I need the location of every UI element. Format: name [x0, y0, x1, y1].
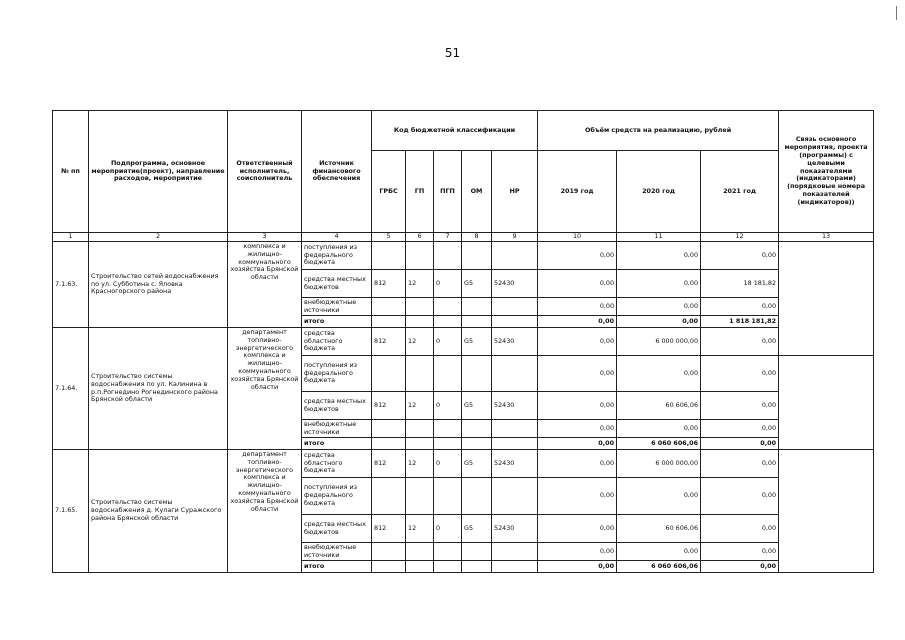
- nr-cell: [492, 356, 538, 392]
- pgp-cell: [434, 420, 462, 438]
- y2021-cell: 0,00: [701, 356, 779, 392]
- section-name: Строительство системы водоснабжения по ул. Калинина в р.п.Рогнедино Рогнединского района Брянской области: [89, 328, 228, 450]
- column-number: 4: [302, 233, 372, 242]
- column-number: 9: [492, 233, 538, 242]
- link-cell: [779, 242, 874, 356]
- header-pgp: ПГП: [434, 151, 462, 233]
- total-2019: 0,00: [538, 438, 617, 450]
- y2020-cell: 60 606,06: [617, 515, 701, 543]
- y2021-cell: 0,00: [701, 515, 779, 543]
- pgp-cell: [434, 316, 462, 328]
- y2021-cell: 0,00: [701, 328, 779, 356]
- header-2021: 2021 год: [701, 151, 779, 233]
- y2019-cell: 0,00: [538, 242, 617, 270]
- total-2019: 0,00: [538, 561, 617, 573]
- grbs-cell: 812: [372, 328, 406, 356]
- section-id: 7.1.65.: [53, 450, 89, 573]
- total-label: итого: [302, 561, 372, 573]
- header-2019: 2019 год: [538, 151, 617, 233]
- column-number: 5: [372, 233, 406, 242]
- nr-cell: 52430: [492, 392, 538, 420]
- column-number: 2: [89, 233, 228, 242]
- source-cell: средства областного бюджета: [302, 328, 372, 356]
- total-2021: 0,00: [701, 438, 779, 450]
- y2019-cell: 0,00: [538, 543, 617, 561]
- grbs-cell: [372, 478, 406, 515]
- source-cell: поступления из федерального бюджета: [302, 478, 372, 515]
- grbs-cell: [372, 356, 406, 392]
- header-link: Связь основного мероприятия, проекта (программы) с целевыми показателями (индикаторами) (порядковые номера показателей (индикаторов)): [779, 111, 874, 233]
- header-om: ОМ: [462, 151, 492, 233]
- total-2019: 0,00: [538, 316, 617, 328]
- om-cell: [462, 356, 492, 392]
- pgp-cell: [434, 298, 462, 316]
- nr-cell: 52430: [492, 450, 538, 478]
- y2020-cell: 0,00: [617, 420, 701, 438]
- section-name: Строительство системы водоснабжения д. Кулаги Суражского района Брянской области: [89, 450, 228, 573]
- header-budget-code: Код бюджетной классификации: [372, 111, 538, 151]
- source-cell: внебюджетные источники: [302, 543, 372, 561]
- om-cell: [462, 543, 492, 561]
- y2021-cell: 0,00: [701, 543, 779, 561]
- y2019-cell: 0,00: [538, 328, 617, 356]
- y2019-cell: 0,00: [538, 450, 617, 478]
- pgp-cell: [434, 242, 462, 270]
- gp-cell: 12: [406, 392, 434, 420]
- om-cell: [462, 316, 492, 328]
- y2020-cell: 60 606,06: [617, 392, 701, 420]
- column-numbers-row: [53, 233, 874, 242]
- column-number: 13: [779, 233, 874, 242]
- grbs-cell: [372, 561, 406, 573]
- gp-cell: [406, 420, 434, 438]
- section-responsible: комплекса и жилищно-коммунального хозяйства Брянской области: [228, 242, 302, 328]
- gp-cell: 12: [406, 515, 434, 543]
- nr-cell: 52430: [492, 270, 538, 298]
- gp-cell: 12: [406, 270, 434, 298]
- om-cell: G5: [462, 392, 492, 420]
- column-number: 11: [617, 233, 701, 242]
- nr-cell: [492, 298, 538, 316]
- header-num: № пп: [53, 111, 89, 233]
- om-cell: G5: [462, 515, 492, 543]
- nr-cell: 52430: [492, 515, 538, 543]
- pgp-cell: 0: [434, 270, 462, 298]
- y2021-cell: 0,00: [701, 420, 779, 438]
- section-id: 7.1.63.: [53, 242, 89, 328]
- section-responsible: департамент топливно-энергетического комплекса и жилищно-коммунального хозяйства Брянской области: [228, 450, 302, 573]
- source-cell: средства местных бюджетов: [302, 515, 372, 543]
- table-row: [53, 450, 874, 478]
- y2019-cell: 0,00: [538, 478, 617, 515]
- nr-cell: [492, 316, 538, 328]
- grbs-cell: 812: [372, 270, 406, 298]
- y2019-cell: 0,00: [538, 392, 617, 420]
- y2020-cell: 0,00: [617, 242, 701, 270]
- om-cell: [462, 478, 492, 515]
- y2020-cell: 6 000 000,00: [617, 450, 701, 478]
- nr-cell: [492, 543, 538, 561]
- grbs-cell: [372, 298, 406, 316]
- table-row: [53, 242, 874, 270]
- y2019-cell: 0,00: [538, 270, 617, 298]
- column-number: 1: [53, 233, 89, 242]
- grbs-cell: [372, 420, 406, 438]
- om-cell: [462, 561, 492, 573]
- y2020-cell: 0,00: [617, 543, 701, 561]
- nr-cell: [492, 438, 538, 450]
- y2021-cell: 0,00: [701, 392, 779, 420]
- grbs-cell: [372, 316, 406, 328]
- link-cell: [779, 450, 874, 573]
- source-cell: поступления из федерального бюджета: [302, 242, 372, 270]
- grbs-cell: 812: [372, 450, 406, 478]
- pgp-cell: [434, 438, 462, 450]
- y2020-cell: 6 000 000,00: [617, 328, 701, 356]
- total-2020: 6 060 606,06: [617, 561, 701, 573]
- total-2021: 0,00: [701, 561, 779, 573]
- total-2020: 6 060 606,06: [617, 438, 701, 450]
- grbs-cell: 812: [372, 392, 406, 420]
- section-name: Строительство сетей водоснабжения по ул. Субботина с. Яловка Красногорского района: [89, 242, 228, 328]
- column-number: 10: [538, 233, 617, 242]
- pgp-cell: [434, 543, 462, 561]
- nr-cell: [492, 420, 538, 438]
- source-cell: средства областного бюджета: [302, 450, 372, 478]
- source-cell: внебюджетные источники: [302, 298, 372, 316]
- y2020-cell: 0,00: [617, 298, 701, 316]
- om-cell: [462, 242, 492, 270]
- header-grbs: ГРБС: [372, 151, 406, 233]
- column-number: 6: [406, 233, 434, 242]
- om-cell: [462, 298, 492, 316]
- gp-cell: [406, 438, 434, 450]
- pgp-cell: 0: [434, 328, 462, 356]
- total-2020: 0,00: [617, 316, 701, 328]
- y2020-cell: 0,00: [617, 270, 701, 298]
- y2021-cell: 18 181,82: [701, 270, 779, 298]
- grbs-cell: [372, 438, 406, 450]
- om-cell: G5: [462, 270, 492, 298]
- gp-cell: 12: [406, 328, 434, 356]
- column-number: 8: [462, 233, 492, 242]
- source-cell: внебюджетные источники: [302, 420, 372, 438]
- gp-cell: [406, 298, 434, 316]
- header-program: Подпрограмма, основное мероприятие(проект), направление расходов, мероприятие: [89, 111, 228, 233]
- header-source: Источник финансового обеспечения: [302, 111, 372, 233]
- om-cell: G5: [462, 450, 492, 478]
- section-responsible: департамент топливно-энергетического комплекса и жилищно-коммунального хозяйства Брянской области: [228, 328, 302, 450]
- y2019-cell: 0,00: [538, 298, 617, 316]
- gp-cell: [406, 316, 434, 328]
- grbs-cell: [372, 543, 406, 561]
- y2021-cell: 0,00: [701, 298, 779, 316]
- nr-cell: [492, 561, 538, 573]
- grbs-cell: 812: [372, 515, 406, 543]
- om-cell: G5: [462, 328, 492, 356]
- gp-cell: [406, 356, 434, 392]
- gp-cell: [406, 242, 434, 270]
- table-row: [53, 328, 874, 356]
- header-gp: ГП: [406, 151, 434, 233]
- y2021-cell: 0,00: [701, 478, 779, 515]
- pgp-cell: [434, 561, 462, 573]
- header-volume: Объём средств на реализацию, рублей: [538, 111, 779, 151]
- column-number: 3: [228, 233, 302, 242]
- total-label: итого: [302, 316, 372, 328]
- header-nr: НР: [492, 151, 538, 233]
- y2019-cell: 0,00: [538, 515, 617, 543]
- column-number: 7: [434, 233, 462, 242]
- om-cell: [462, 420, 492, 438]
- y2019-cell: 0,00: [538, 356, 617, 392]
- margin-mark: [896, 6, 899, 20]
- nr-cell: [492, 242, 538, 270]
- total-2021: 1 818 181,82: [701, 316, 779, 328]
- pgp-cell: [434, 356, 462, 392]
- y2020-cell: 0,00: [617, 478, 701, 515]
- source-cell: поступления из федерального бюджета: [302, 356, 372, 392]
- grbs-cell: [372, 242, 406, 270]
- y2021-cell: 0,00: [701, 450, 779, 478]
- gp-cell: [406, 543, 434, 561]
- header-2020: 2020 год: [617, 151, 701, 233]
- pgp-cell: 0: [434, 450, 462, 478]
- budget-table: [52, 110, 874, 573]
- gp-cell: [406, 561, 434, 573]
- source-cell: средства местных бюджетов: [302, 392, 372, 420]
- om-cell: [462, 438, 492, 450]
- column-number: 12: [701, 233, 779, 242]
- y2019-cell: 0,00: [538, 420, 617, 438]
- gp-cell: [406, 478, 434, 515]
- nr-cell: [492, 478, 538, 515]
- pgp-cell: 0: [434, 392, 462, 420]
- y2021-cell: 0,00: [701, 242, 779, 270]
- nr-cell: 52430: [492, 328, 538, 356]
- section-id: 7.1.64.: [53, 328, 89, 450]
- header-responsible: Ответственный исполнитель, соисполнитель: [228, 111, 302, 233]
- page-number: 51: [444, 46, 461, 60]
- source-cell: средства местных бюджетов: [302, 270, 372, 298]
- pgp-cell: 0: [434, 515, 462, 543]
- gp-cell: 12: [406, 450, 434, 478]
- pgp-cell: [434, 478, 462, 515]
- total-label: итого: [302, 438, 372, 450]
- y2020-cell: 0,00: [617, 356, 701, 392]
